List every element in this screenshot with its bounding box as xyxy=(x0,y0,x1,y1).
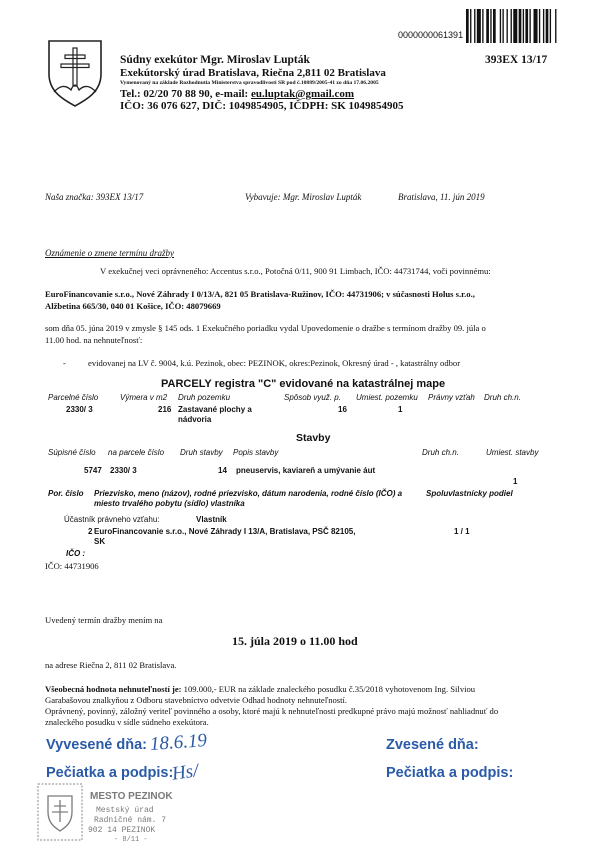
parcel-number: 2330/ 3 xyxy=(66,405,93,414)
participant-label: Účastník právneho vzťahu: xyxy=(64,515,160,524)
value-amount: 109.000,- EUR na základe znaleckého posudku č.35/2018 vyhotovenom Ing. Silviou xyxy=(181,684,476,694)
parcel-location: 1 xyxy=(398,405,403,414)
contact-line xyxy=(120,88,354,100)
phone-text: Tel.: 02/20 70 88 90, e-mail: xyxy=(120,88,251,100)
barcode-bar xyxy=(513,9,517,43)
barcode-bar xyxy=(466,9,469,43)
parcel-type-2: nádvoria xyxy=(178,415,212,424)
rights-line-1: Oprávnený, povinný, záložný veriteľ povinného a osoby, ktoré majú k nehnuteľnosti predkupné právo majú možnosť nahliadnuť do xyxy=(45,706,499,716)
email-link[interactable]: eu.luptak@gmail.com xyxy=(250,88,355,100)
stamp-line-3: Radničné nám. 7 xyxy=(94,816,167,825)
municipal-stamp xyxy=(28,770,198,842)
barcode-bar xyxy=(539,9,540,43)
value-line-2: Garabašovou znalkyňou z Odboru stavebníctvo odvetvie Odhad hodnoty nehnuteľností. xyxy=(45,695,348,705)
lv-description: evidovanej na LV č. 9004, k.ú. Pezinok, obec: PEZINOK, okres:Pezinok, Okresný úrad - , katastrálny odbor xyxy=(88,358,461,368)
buildings-header-encumbrance: Druh ch.n. xyxy=(422,448,459,457)
handwritten-signature: Hs/ xyxy=(170,760,200,785)
parcel-use: 16 xyxy=(338,405,347,414)
parcels-heading: PARCELY registra "C" evidované na katastrálnej mape xyxy=(161,378,446,390)
stamp-label-right: Pečiatka a podpis: xyxy=(386,765,514,781)
building-parcel: 2330/ 3 xyxy=(110,466,137,475)
building-location: 1 xyxy=(513,477,518,486)
barcode-number: 0000000061391 xyxy=(398,30,464,40)
owners-header-share: Spoluvlastnícky podiel xyxy=(426,489,513,498)
parcels-header-parcel: Parcelné číslo xyxy=(48,393,99,402)
owners-header-name-2: miesto trvalého pobytu (sídlo) vlastníka xyxy=(94,499,245,508)
barcode-bar xyxy=(523,9,524,43)
buildings-header-description: Popis stavby xyxy=(233,448,279,457)
barcode-bar xyxy=(529,9,530,43)
change-text: Uvedený termín dražby mením na xyxy=(45,615,163,625)
list-dash: - xyxy=(63,358,66,368)
stamp-line-5: - 8/11 - xyxy=(114,836,148,842)
barcode-bar xyxy=(477,9,481,43)
parcels-header-use: Spôsob využ. p. xyxy=(284,393,341,402)
barcode xyxy=(466,9,584,43)
buildings-header-type: Druh stavby xyxy=(180,448,223,457)
barcode-bar xyxy=(543,9,544,43)
rights-line-2: znaleckého posudku v sídle súdneho exekútora. xyxy=(45,717,209,727)
barcode-bar xyxy=(519,9,522,43)
owners-header-name-1: Priezvisko, meno (názov), rodné priezvisko, dátum narodenia, rodné číslo (IČO) a xyxy=(94,489,403,498)
posted-label: Vyvesené dňa: xyxy=(46,737,148,753)
parcels-header-area: Výmera v m2 xyxy=(120,393,168,402)
value-label: Všeobecná hodnota nehnuteľností je: xyxy=(45,684,182,694)
barcode-bar xyxy=(474,9,475,43)
stamp-label-left: Pečiatka a podpis: xyxy=(46,765,174,781)
parcels-header-type: Druh pozemku xyxy=(178,393,231,402)
appointment-note: Vymenovaný na základe Rozhodnutia Ministerstva spravodlivosti SR pod č.10889/2005-41 zo dňa 17.06.2005 xyxy=(120,80,379,86)
notice-line-1: som dňa 05. júna 2019 v zmysle § 145 ods. 1 Exekučného poriadku vydal Upovedomenie o dražbe s termínom dražby 09. júla o xyxy=(45,323,486,333)
removed-label: Zvesené dňa: xyxy=(386,737,479,753)
parcel-type-1: Zastavané plochy a xyxy=(178,405,252,414)
barcode-bar xyxy=(470,9,471,43)
debtor-line-2: Alžbetina 665/30, 040 01 Košice, IČO: 48079669 xyxy=(45,301,221,311)
barcode-bar xyxy=(502,9,503,43)
executor-name: Súdny exekútor Mgr. Miroslav Lupták xyxy=(120,54,310,66)
barcode-bar xyxy=(546,9,549,43)
participant-value: Vlastník xyxy=(196,515,227,524)
our-reference: Naša značka: 393EX 13/17 xyxy=(45,192,144,202)
posted-handwritten-date: 18.6.19 xyxy=(149,730,208,755)
parcel-area: 216 xyxy=(158,405,172,414)
owner-share: 1 / 1 xyxy=(454,527,470,536)
buildings-header-parcel: na parcele číslo xyxy=(108,448,165,457)
document-date: Bratislava, 11. jún 2019 xyxy=(398,192,485,202)
barcode-bar xyxy=(507,9,508,43)
owner-line-1: EuroFinancovanie s.r.o., Nové Záhrady I 13/A, Bratislava, PSČ 82105, xyxy=(94,527,356,536)
document-title: Oznámenie o zmene termínu dražby xyxy=(45,248,174,258)
owner-line-2: SK xyxy=(94,537,106,546)
buildings-header-supisne: Súpisné číslo xyxy=(48,448,96,457)
office-address: Exekútorský úrad Bratislava, Riečna 2,811 02 Bratislava xyxy=(120,67,386,79)
barcode-bar xyxy=(490,9,491,43)
value-line-1 xyxy=(45,684,475,694)
stamp-line-4: 902 14 PEZINOK xyxy=(88,826,156,835)
parcels-header-location: Umiest. pozemku xyxy=(356,393,418,402)
debtor-line-1: EuroFinancovanie s.r.o., Nové Záhrady I 0/13/A, 821 05 Bratislava-Ružinov, IČO: 44731906; v súčasnosti Holus s.r.o., xyxy=(45,289,475,299)
barcode-bar xyxy=(511,9,512,43)
case-reference: 393EX 13/17 xyxy=(485,54,548,66)
parcels-header-legal: Právny vzťah xyxy=(428,393,475,402)
parcels-header-encumbrance: Druh ch.n. xyxy=(484,393,521,402)
barcode-bar xyxy=(486,9,489,43)
barcode-bar xyxy=(534,9,538,43)
barcode-bar xyxy=(525,9,528,43)
building-supisne: 5747 xyxy=(84,466,102,475)
handled-by: Vybavuje: Mgr. Miroslav Lupták xyxy=(245,192,362,202)
barcode-bar xyxy=(482,9,483,43)
barcode-bar xyxy=(493,9,496,43)
building-description: pneuservis, kaviareň a umývanie áut xyxy=(236,466,376,475)
notice-line-2: 11.00 hod. na nehnuteľnosť: xyxy=(45,335,143,345)
owner-ico-label: IČO : xyxy=(66,549,86,558)
buildings-heading: Stavby xyxy=(296,432,331,444)
owner-row-number: 2 xyxy=(88,527,93,536)
barcode-bar xyxy=(555,9,556,43)
stamp-line-2: Mestský úrad xyxy=(96,806,154,815)
intro-text: V exekučnej veci oprávneného: Accentus s.r.o., Potočná 0/11, 900 91 Limbach, IČO: 44731744, voči povinnému: xyxy=(100,266,491,276)
owner-ico: IČO: 44731906 xyxy=(45,561,99,571)
owners-header-number: Por. číslo xyxy=(48,489,84,498)
buildings-header-location: Umiest. stavby xyxy=(486,448,539,457)
barcode-bar xyxy=(550,9,551,43)
coat-of-arms-icon xyxy=(46,38,104,108)
building-type: 14 xyxy=(218,466,227,475)
barcode-bar xyxy=(500,9,501,43)
new-auction-date: 15. júla 2019 o 11.00 hod xyxy=(232,634,358,648)
auction-address: na adrese Riečna 2, 811 02 Bratislava. xyxy=(45,660,177,670)
id-numbers: IČO: 36 076 627, DIČ: 1049854905, IČDPH: SK 1049854905 xyxy=(120,100,404,112)
stamp-line-1: MESTO PEZINOK xyxy=(90,791,173,802)
